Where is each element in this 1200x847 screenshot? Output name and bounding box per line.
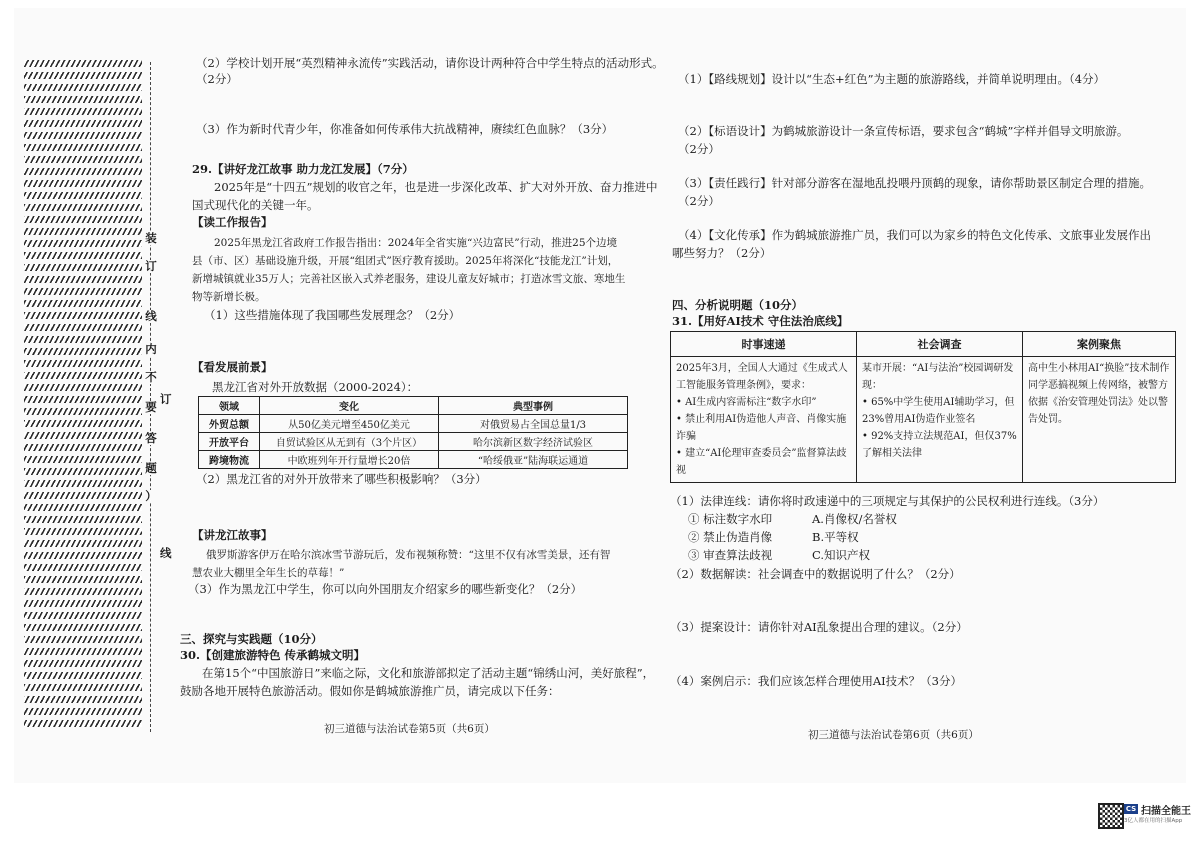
table-header: 领域 bbox=[199, 397, 260, 415]
q31-2: （2）数据解读：社会调查中的数据说明了什么？（2分） bbox=[670, 567, 961, 581]
binding-char-right: 订 bbox=[160, 392, 172, 406]
q31-title: 31.【用好AI技术 守住法治底线】 bbox=[672, 314, 849, 328]
table-cell: 跨境物流 bbox=[199, 451, 260, 469]
table-header: 社会调查 bbox=[857, 332, 1023, 357]
q30-1: （1）【路线规划】设计以“生态+红色”为主题的旅游路线，并简单说明理由。（4分） bbox=[678, 72, 1106, 86]
q30-2: （2）【标语设计】为鹤城旅游设计一条宣传标语，要求包含“鹤城”字样并倡导文明旅游。 bbox=[678, 124, 1129, 138]
table-row bbox=[199, 433, 628, 451]
story-heading: 【讲龙江故事】 bbox=[192, 528, 273, 542]
table-caption: 黑龙江省对外开放数据（2000-2024）： bbox=[212, 380, 419, 394]
q29-intro: 国式现代化的关键一年。 bbox=[192, 198, 319, 212]
binding-char: 不 bbox=[145, 370, 157, 384]
match-left-item: ③ 审查算法歧视 bbox=[688, 548, 773, 562]
scanner-brand: 扫描全能王 bbox=[1141, 806, 1191, 817]
table-cell: 哈尔滨新区数字经济试验区 bbox=[439, 433, 628, 451]
scanner-logo-icon: CS bbox=[1125, 805, 1137, 813]
qr-code-icon bbox=[1098, 803, 1124, 829]
q28-3: （3）作为新时代青少年，你准备如何传承伟大抗战精神，赓续红色血脉？（3分） bbox=[196, 122, 614, 136]
table-cell: “哈绥俄亚”陆海联运通道 bbox=[439, 451, 628, 469]
table-cell: 高中生小林用AI“换脸”技术制作同学恶搞视频上传网络，被警方依据《治安管理处罚法》处以警告处罚。 bbox=[1023, 357, 1176, 483]
binding-char: 线 bbox=[145, 309, 157, 323]
story-text: 俄罗斯游客伊万在哈尔滨冰雪节游玩后，发布视频称赞：“这里不仅有冰雪美景，还有智 bbox=[206, 549, 611, 561]
binding-char: ） bbox=[145, 489, 157, 503]
scanner-tagline: 3亿人都在用的扫描App bbox=[1124, 818, 1183, 824]
report-heading: 【读工作报告】 bbox=[192, 215, 273, 229]
q29-2: （2）黑龙江省的对外开放带来了哪些积极影响？（3分） bbox=[196, 472, 487, 486]
q28-2-score: （2分） bbox=[196, 72, 238, 86]
table-row bbox=[199, 451, 628, 469]
binding-dashed-line bbox=[150, 62, 151, 732]
table-header: 变化 bbox=[260, 397, 439, 415]
binding-char-right: 线 bbox=[160, 546, 172, 560]
report-text: 2025年黑龙江省政府工作报告指出：2024年全省实施“兴边富民”行动，推进25个边境 bbox=[214, 237, 618, 249]
table-cell: 从50亿美元增至450亿美元 bbox=[260, 415, 439, 433]
table-row bbox=[199, 415, 628, 433]
open-data-table bbox=[198, 396, 628, 469]
table-header: 时事速递 bbox=[671, 332, 857, 357]
table-header: 典型事例 bbox=[439, 397, 628, 415]
report-text: 县（市、区）基础设施升级，开展“组团式”医疗教育援助。2025年将深化“技能龙江”计划， bbox=[192, 255, 619, 267]
binding-char: 要 bbox=[145, 400, 157, 414]
match-right-item: B.平等权 bbox=[812, 530, 859, 544]
match-left-item: ② 禁止伪造肖像 bbox=[688, 530, 773, 544]
section-4-title: 四、分析说明题（10分） bbox=[672, 298, 804, 312]
table-row bbox=[671, 357, 1176, 483]
q30-4-cont: 哪些努力？（2分） bbox=[672, 246, 772, 260]
q29-title: 29.【讲好龙江故事 助力龙江发展】（7分） bbox=[192, 162, 414, 176]
prospect-heading: 【看发展前景】 bbox=[192, 360, 273, 374]
q30-intro: 鼓励各地开展特色旅游活动。假如你是鹤城旅游推广员，请完成以下任务： bbox=[180, 684, 560, 698]
q30-2-score: （2分） bbox=[678, 142, 720, 156]
binding-hatch-pattern bbox=[24, 60, 142, 732]
table-header: 案例聚焦 bbox=[1023, 332, 1176, 357]
page-footer-right: 初三道德与法治试卷第6页（共6页） bbox=[808, 729, 979, 741]
ai-law-table bbox=[670, 331, 1176, 483]
report-text: 新增城镇就业35万人；完善社区嵌入式养老服务，建设儿童友好城市；打造冰雪文旅、寒地生 bbox=[192, 273, 626, 285]
table-cell: 对俄贸易占全国总量1/3 bbox=[439, 415, 628, 433]
q30-title: 30.【创建旅游特色 传承鹤城文明】 bbox=[180, 648, 366, 662]
q29-intro: 2025年是“十四五”规划的收官之年，也是进一步深化改革、扩大对外开放、奋力推进中 bbox=[214, 180, 658, 194]
q30-4: （4）【文化传承】作为鹤城旅游推广员，我们可以为家乡的特色文化传承、文旅事业发展作出 bbox=[678, 228, 1152, 242]
q31-1: （1）法律连线：请你将时政速递中的三项规定与其保护的公民权利进行连线。（3分） bbox=[670, 494, 1105, 508]
q30-3-score: （2分） bbox=[678, 194, 720, 208]
match-right-item: C.知识产权 bbox=[812, 548, 871, 562]
table-cell: 外贸总额 bbox=[199, 415, 260, 433]
binding-char: 答 bbox=[145, 431, 157, 445]
q28-2: （2）学校计划开展“英烈精神永流传”实践活动，请你设计两种符合中学生特点的活动形式。 bbox=[196, 56, 664, 70]
section-3-title: 三、探究与实践题（10分） bbox=[180, 632, 323, 646]
q31-4: （4）案例启示：我们应该怎样合理使用AI技术？（3分） bbox=[670, 674, 962, 688]
report-text: 物等新增长极。 bbox=[192, 291, 266, 303]
binding-char: 题 bbox=[145, 461, 157, 475]
table-cell: 自贸试验区从无到有（3个片区） bbox=[260, 433, 439, 451]
page-footer-left: 初三道德与法治试卷第5页（共6页） bbox=[324, 723, 495, 735]
q31-3: （3）提案设计：请你针对AI乱象提出合理的建议。（2分） bbox=[670, 620, 968, 634]
table-cell: 中欧班列年开行量增长20倍 bbox=[260, 451, 439, 469]
q30-3: （3）【责任践行】针对部分游客在湿地乱投喂丹顶鹤的现象，请你帮助景区制定合理的措施。 bbox=[678, 176, 1152, 190]
q29-1: （1）这些措施体现了我国哪些发展理念？（2分） bbox=[204, 308, 461, 322]
binding-char: 订 bbox=[145, 259, 157, 273]
table-cell: 某市开展：“AI与法治”校园调研发现： • 65%中学生使用AI辅助学习，但23%曾用AI伪造作业签名 • 92%支持立法规范AI，但仅37%了解相关法律 bbox=[857, 357, 1023, 483]
match-right-item: A.肖像权/名誉权 bbox=[812, 512, 897, 526]
table-cell: 开放平台 bbox=[199, 433, 260, 451]
table-cell: 2025年3月，全国人大通过《生成式人工智能服务管理条例》，要求： • AI生成内容需标注“数字水印” • 禁止利用AI伪造他人声音、肖像实施诈骗 • 建立“AI伦理审查委员会”监督算法歧视 bbox=[671, 357, 857, 483]
binding-char: 内 bbox=[145, 342, 157, 356]
q30-intro: 在第15个“中国旅游日”来临之际，文化和旅游部拟定了活动主题“锦绣山河，美好旅程”， bbox=[202, 666, 655, 680]
story-text: 慧农业大棚里全年生长的草莓！” bbox=[192, 567, 345, 579]
match-left-item: ① 标注数字水印 bbox=[688, 512, 773, 526]
q29-3: （3）作为黑龙江中学生，你可以向外国朋友介绍家乡的哪些新变化？（2分） bbox=[188, 582, 583, 596]
binding-char: 装 bbox=[145, 231, 157, 245]
